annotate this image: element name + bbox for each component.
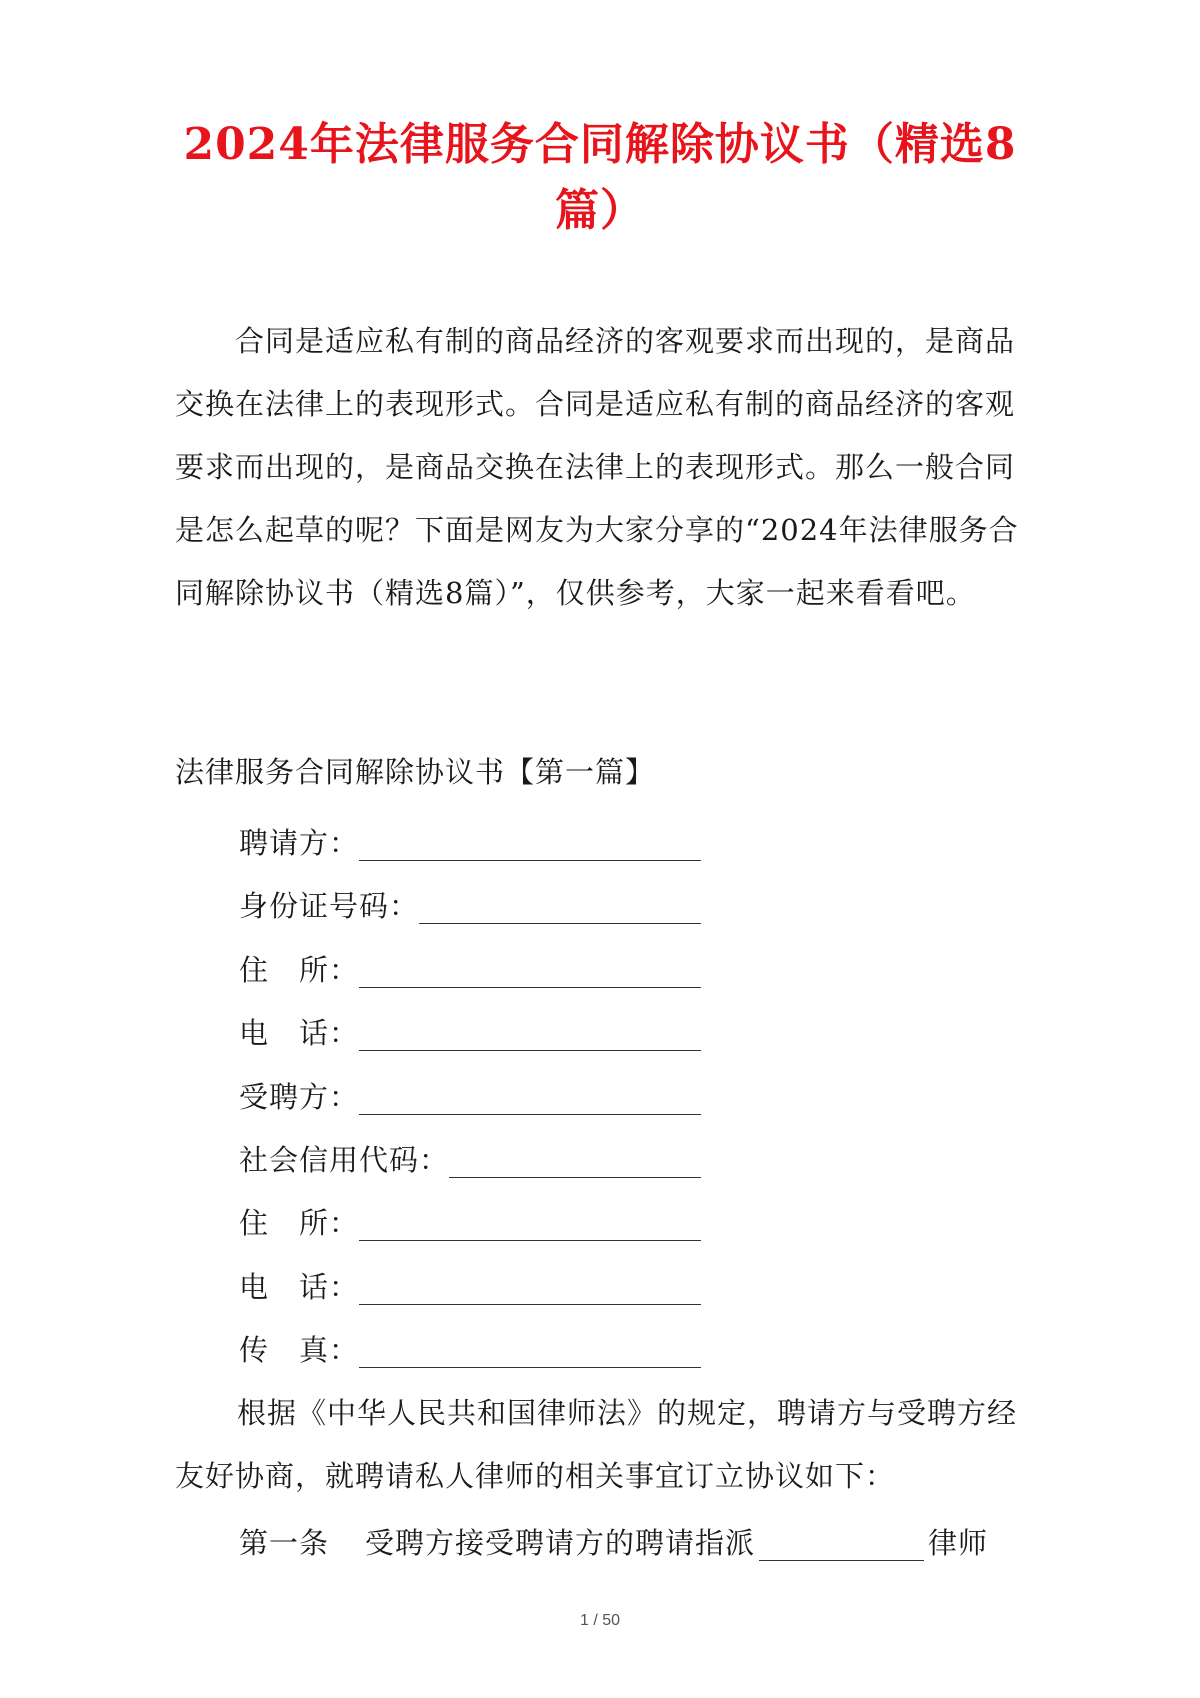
field-employer [239, 823, 701, 867]
page-indicator: 1 / 50 [579, 1612, 621, 1629]
fill-in-blank [359, 1210, 701, 1241]
agreement-paragraph: 根据《中华人民共和国律师法》的规定，聘请方与受聘方经友好协商，就聘请私人律师的相关事宜订立协议如下： [175, 1396, 1018, 1493]
field-credit-code [239, 1140, 701, 1184]
article-number: 第一条 [239, 1526, 330, 1560]
fill-in-blank [359, 1020, 701, 1051]
field-label: 电 话： [239, 1270, 360, 1304]
article-text: 受聘方接受聘请方的聘请指派 [365, 1526, 756, 1560]
field-label: 聘请方： [239, 826, 360, 860]
field-label: 传 真： [239, 1333, 360, 1367]
field-contractor-phone [239, 1267, 701, 1311]
fill-in-blank [759, 1530, 924, 1561]
document-title: 2024年法律服务合同解除协议书（精选8篇） [183, 119, 1017, 236]
field-contractor [239, 1077, 701, 1121]
fill-in-blank [359, 830, 701, 861]
fill-in-blank [419, 893, 701, 924]
field-contractor-address [239, 1203, 701, 1247]
field-label: 社会信用代码： [239, 1143, 450, 1177]
field-label: 受聘方： [239, 1080, 360, 1114]
field-id-number [239, 886, 701, 930]
field-address [239, 950, 701, 994]
field-label: 身份证号码： [239, 889, 420, 923]
field-label: 住 所： [239, 953, 360, 987]
fill-in-blank [359, 957, 701, 988]
fill-in-blank [359, 1274, 701, 1305]
fill-in-blank [449, 1147, 701, 1178]
fill-in-blank [359, 1084, 701, 1115]
field-phone [239, 1013, 701, 1057]
field-fax [239, 1330, 701, 1374]
intro-paragraph: 合同是适应私有制的商品经济的客观要求而出现的，是商品交换在法律上的表现形式。合同是适应私有制的商品经济的客观要求而出现的，是商品交换在法律上的表现形式。那么一般合同是怎么起草的呢？下面是网友为大家分享的“2024年法律服务合同解除协议书（精选8篇）”，仅供参考，大家一起来看看吧。 [175, 324, 1019, 610]
field-label: 住 所： [239, 1206, 360, 1240]
fill-in-blank [359, 1337, 701, 1368]
field-label: 电 话： [239, 1016, 360, 1050]
article-1 [239, 1523, 988, 1563]
article-text-end: 律师 [928, 1526, 989, 1560]
section-heading: 法律服务合同解除协议书【第一篇】 [175, 755, 656, 789]
